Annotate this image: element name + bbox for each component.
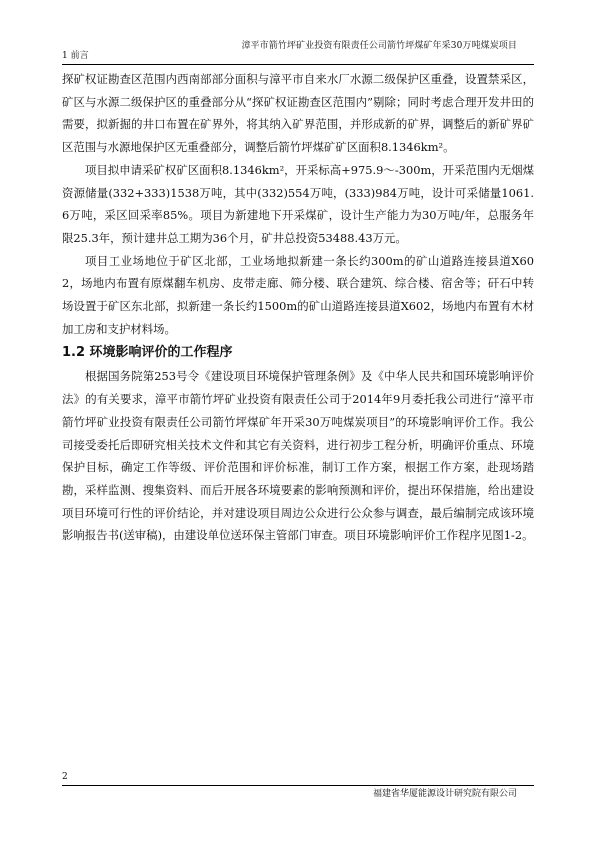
running-header-chapter: 1 前言 <box>62 51 89 61</box>
page-number: 2 <box>62 772 68 782</box>
page-body <box>62 68 534 547</box>
footer-divider <box>62 785 534 786</box>
running-header-title: 漳平市箭竹坪矿业投资有限责任公司箭竹坪煤矿年采30万吨煤炭项目 <box>241 41 517 51</box>
header-divider <box>62 64 534 65</box>
footer-organization: 福建省华厦能源设计研究院有限公司 <box>372 789 517 799</box>
section-heading: 1.2 环境影响评价的工作程序 <box>62 345 233 361</box>
body-paragraph-4: 根据国务院第253号令《建设项目环境保护管理条例》及《中华人民共和国环境影响评价法》的有关要求，漳平市箭竹坪矿业投资有限责任公司于2014年9月委托我公司进行“漳平市箭竹坪矿业投资有限责任公司箭竹坪煤矿年开采30万吨煤炭项目”的环境影响评价工作。我公司接受委托后即研究相关技术文件和其它有关资料，进行初步工程分析，明确评价重点、环境保护目标，确定工作等级、评价范围和评价标准，制订工作方案，根据工作方案，赴现场踏勘，采样监测、搜集资料、而后开展各环境要素的影响预测和评价，提出环保措施，给出建设项目环境可行性的评价结论，并对建设项目周边公众进行公众参与调查，最后编制完成该环境影响报告书(送审稿)，由建设单位送环保主管部门审查。项目环境影响评价工作程序见图1-2。 <box>62 369 534 543</box>
body-paragraph-3: 项目工业场地位于矿区北部，工业场地拟新建一条长约300m的矿山道路连接县道X602，场地内布置有原煤翻车机房、皮带走廊、筛分楼、联合建筑、综合楼、宿舍等；矸石中转场设置于矿区东北部，拟新建一条长约1500m的矿山道路连接县道X602，场地内布置有木材加工房和支护材料场。 <box>62 253 534 336</box>
body-paragraph-1: 探矿权证勘查区范围内西南部部分面积与漳平市自来水厂水源二级保护区重叠，设置禁采区，矿区与水源二级保护区的重叠部分从“探矿权证勘查区范围内”剔除；同时考虑合理开发井田的需要，拟新掘的井口布置在矿界外，将其纳入矿界范围，并形成新的矿界，调整后的新矿界矿区范围与水源地保护区无重叠部分，调整后箭竹坪煤矿矿区面积8.1346km²。 <box>62 72 534 155</box>
body-paragraph-2: 项目拟申请采矿权矿区面积8.1346km²，开采标高+975.9～-300m，开采范围内无烟煤资源储量(332+333)1538万吨，其中(332)554万吨，(333)984万吨，设计可采储量1061.6万吨，采区回采率85%。项目为新建地下开采煤矿，设计生产能力为30万吨/年，总服务年限25.3年，预计建井总工期为36个月，矿井总投资53488.43万元。 <box>62 162 534 245</box>
